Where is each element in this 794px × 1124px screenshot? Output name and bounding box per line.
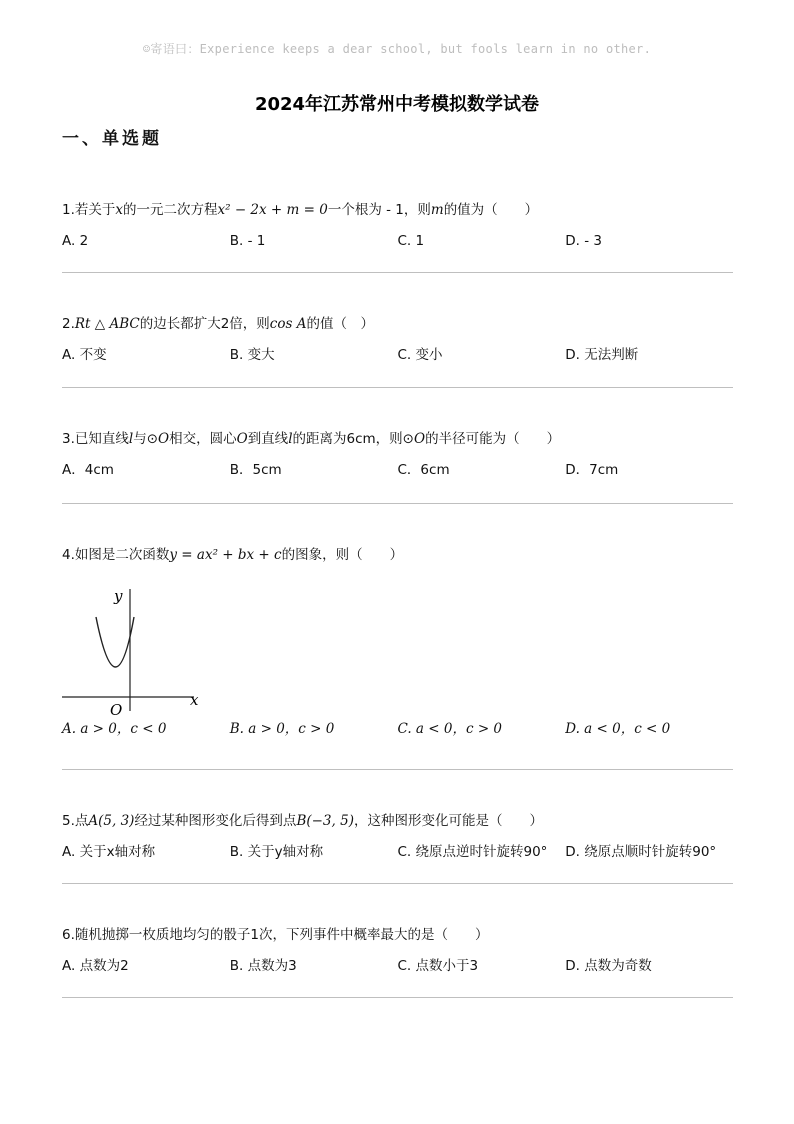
option-d[interactable]: D. - 3 [565,233,602,249]
stem-text: 经过某种图形变化后得到点 [134,813,297,829]
math-triangle: Rt △ ABC [74,316,140,332]
options-row [62,460,733,480]
question-stem [62,925,733,945]
option-d[interactable]: D. 绕原点顺时针旋转90° [565,844,717,860]
stem-text: 的值（ ） [306,316,374,332]
stem-text: 的值为（ ） [443,202,539,218]
stem-text: 到直线 [247,431,289,447]
option-c[interactable]: C. 点数小于3 [397,958,479,974]
y-axis-label: y [114,587,123,605]
options-row [62,842,733,862]
option-b[interactable]: B. 点数为3 [229,958,297,974]
section-heading: 一、单选题 [62,129,162,149]
math-m: m [430,202,444,218]
stem-text: 2. [62,316,75,332]
parabola-graph [62,575,202,715]
stem-text: 5.点 [62,813,89,829]
question-5 [62,811,733,862]
graph-svg [62,575,202,715]
stem-text: 4.如图是二次函数 [62,547,170,563]
question-stem [62,314,733,334]
divider [62,503,733,504]
math-o: O [414,431,426,447]
options-row [62,719,733,739]
math-x: x [115,202,124,218]
option-b[interactable]: B．5cm [229,462,282,478]
parabola-curve [96,617,134,667]
option-d[interactable]: D. a < 0，c < 0 [565,721,671,737]
option-a[interactable]: A. 不变 [62,347,107,363]
option-a[interactable]: A．4cm [62,462,114,478]
options-row [62,956,733,976]
option-b[interactable]: B. 关于y轴对称 [229,844,324,860]
option-c[interactable]: C. 变小 [397,347,443,363]
question-stem [62,811,733,831]
question-1 [62,200,733,251]
divider [62,883,733,884]
option-b[interactable]: B. - 1 [229,233,266,249]
option-d[interactable]: D. 无法判断 [565,347,639,363]
divider [62,272,733,273]
stem-text: 与⊙ [133,431,159,447]
question-stem [62,545,733,565]
stem-text: 的图象，则（ ） [281,547,404,563]
stem-text: 3.已知直线 [62,431,129,447]
option-d[interactable]: D．7cm [565,462,619,478]
divider [62,769,733,770]
question-stem [62,429,733,449]
math-o: O [236,431,248,447]
stem-text: 的边长都扩大2倍，则 [139,316,270,332]
option-a[interactable]: A. a > 0，c < 0 [62,721,167,737]
options-row [62,231,733,251]
option-c[interactable]: C. 绕原点逆时针旋转90° [397,844,548,860]
question-3 [62,429,733,480]
question-stem [62,200,733,220]
stem-text: 一个根为 - 1，则 [327,202,431,218]
stem-text: 的半径可能为（ ） [425,431,561,447]
x-axis-label: x [190,691,199,709]
stem-text: 6.随机抛掷一枚质地均匀的骰子1次，下列事件中概率最大的是（ ） [62,927,489,943]
math-cos: cos A [269,316,307,332]
divider [62,997,733,998]
option-a[interactable]: A. 点数为2 [62,958,129,974]
divider [62,387,733,388]
math-point-b: B(−3, 5) [296,813,354,829]
option-a[interactable]: A. 2 [62,233,89,249]
math-point-a: A(5, 3) [88,813,135,829]
option-d[interactable]: D. 点数为奇数 [565,958,652,974]
option-c[interactable]: C. 1 [397,233,425,249]
page-title: 2024年江苏常州中考模拟数学试卷 [254,94,540,115]
watermark: ☺寄语曰：Experience keeps a dear school, but fools learn in no other. [142,42,652,56]
stem-text: 的一元二次方程 [123,202,218,218]
option-c[interactable]: C．6cm [397,462,450,478]
math-l: l [288,431,293,447]
math-equation: x² − 2x + m = 0 [217,202,328,218]
origin-label: O [110,701,123,715]
question-2 [62,314,733,365]
stem-text: 1.若关于 [62,202,116,218]
question-4 [62,545,733,739]
option-c[interactable]: C. a < 0，c > 0 [397,721,503,737]
math-quadratic: y = ax² + bx + c [169,547,282,563]
options-row [62,345,733,365]
stem-text: 相交，圆心 [169,431,237,447]
math-l: l [128,431,134,447]
option-b[interactable]: B. 变大 [229,347,275,363]
question-6 [62,925,733,976]
math-o: O [158,431,170,447]
stem-text: 的距离为6cm，则⊙ [292,431,414,447]
stem-text: ，这种图形变化可能是（ ） [353,813,543,829]
option-b[interactable]: B. a > 0，c > 0 [229,721,335,737]
option-a[interactable]: A. 关于x轴对称 [62,844,156,860]
